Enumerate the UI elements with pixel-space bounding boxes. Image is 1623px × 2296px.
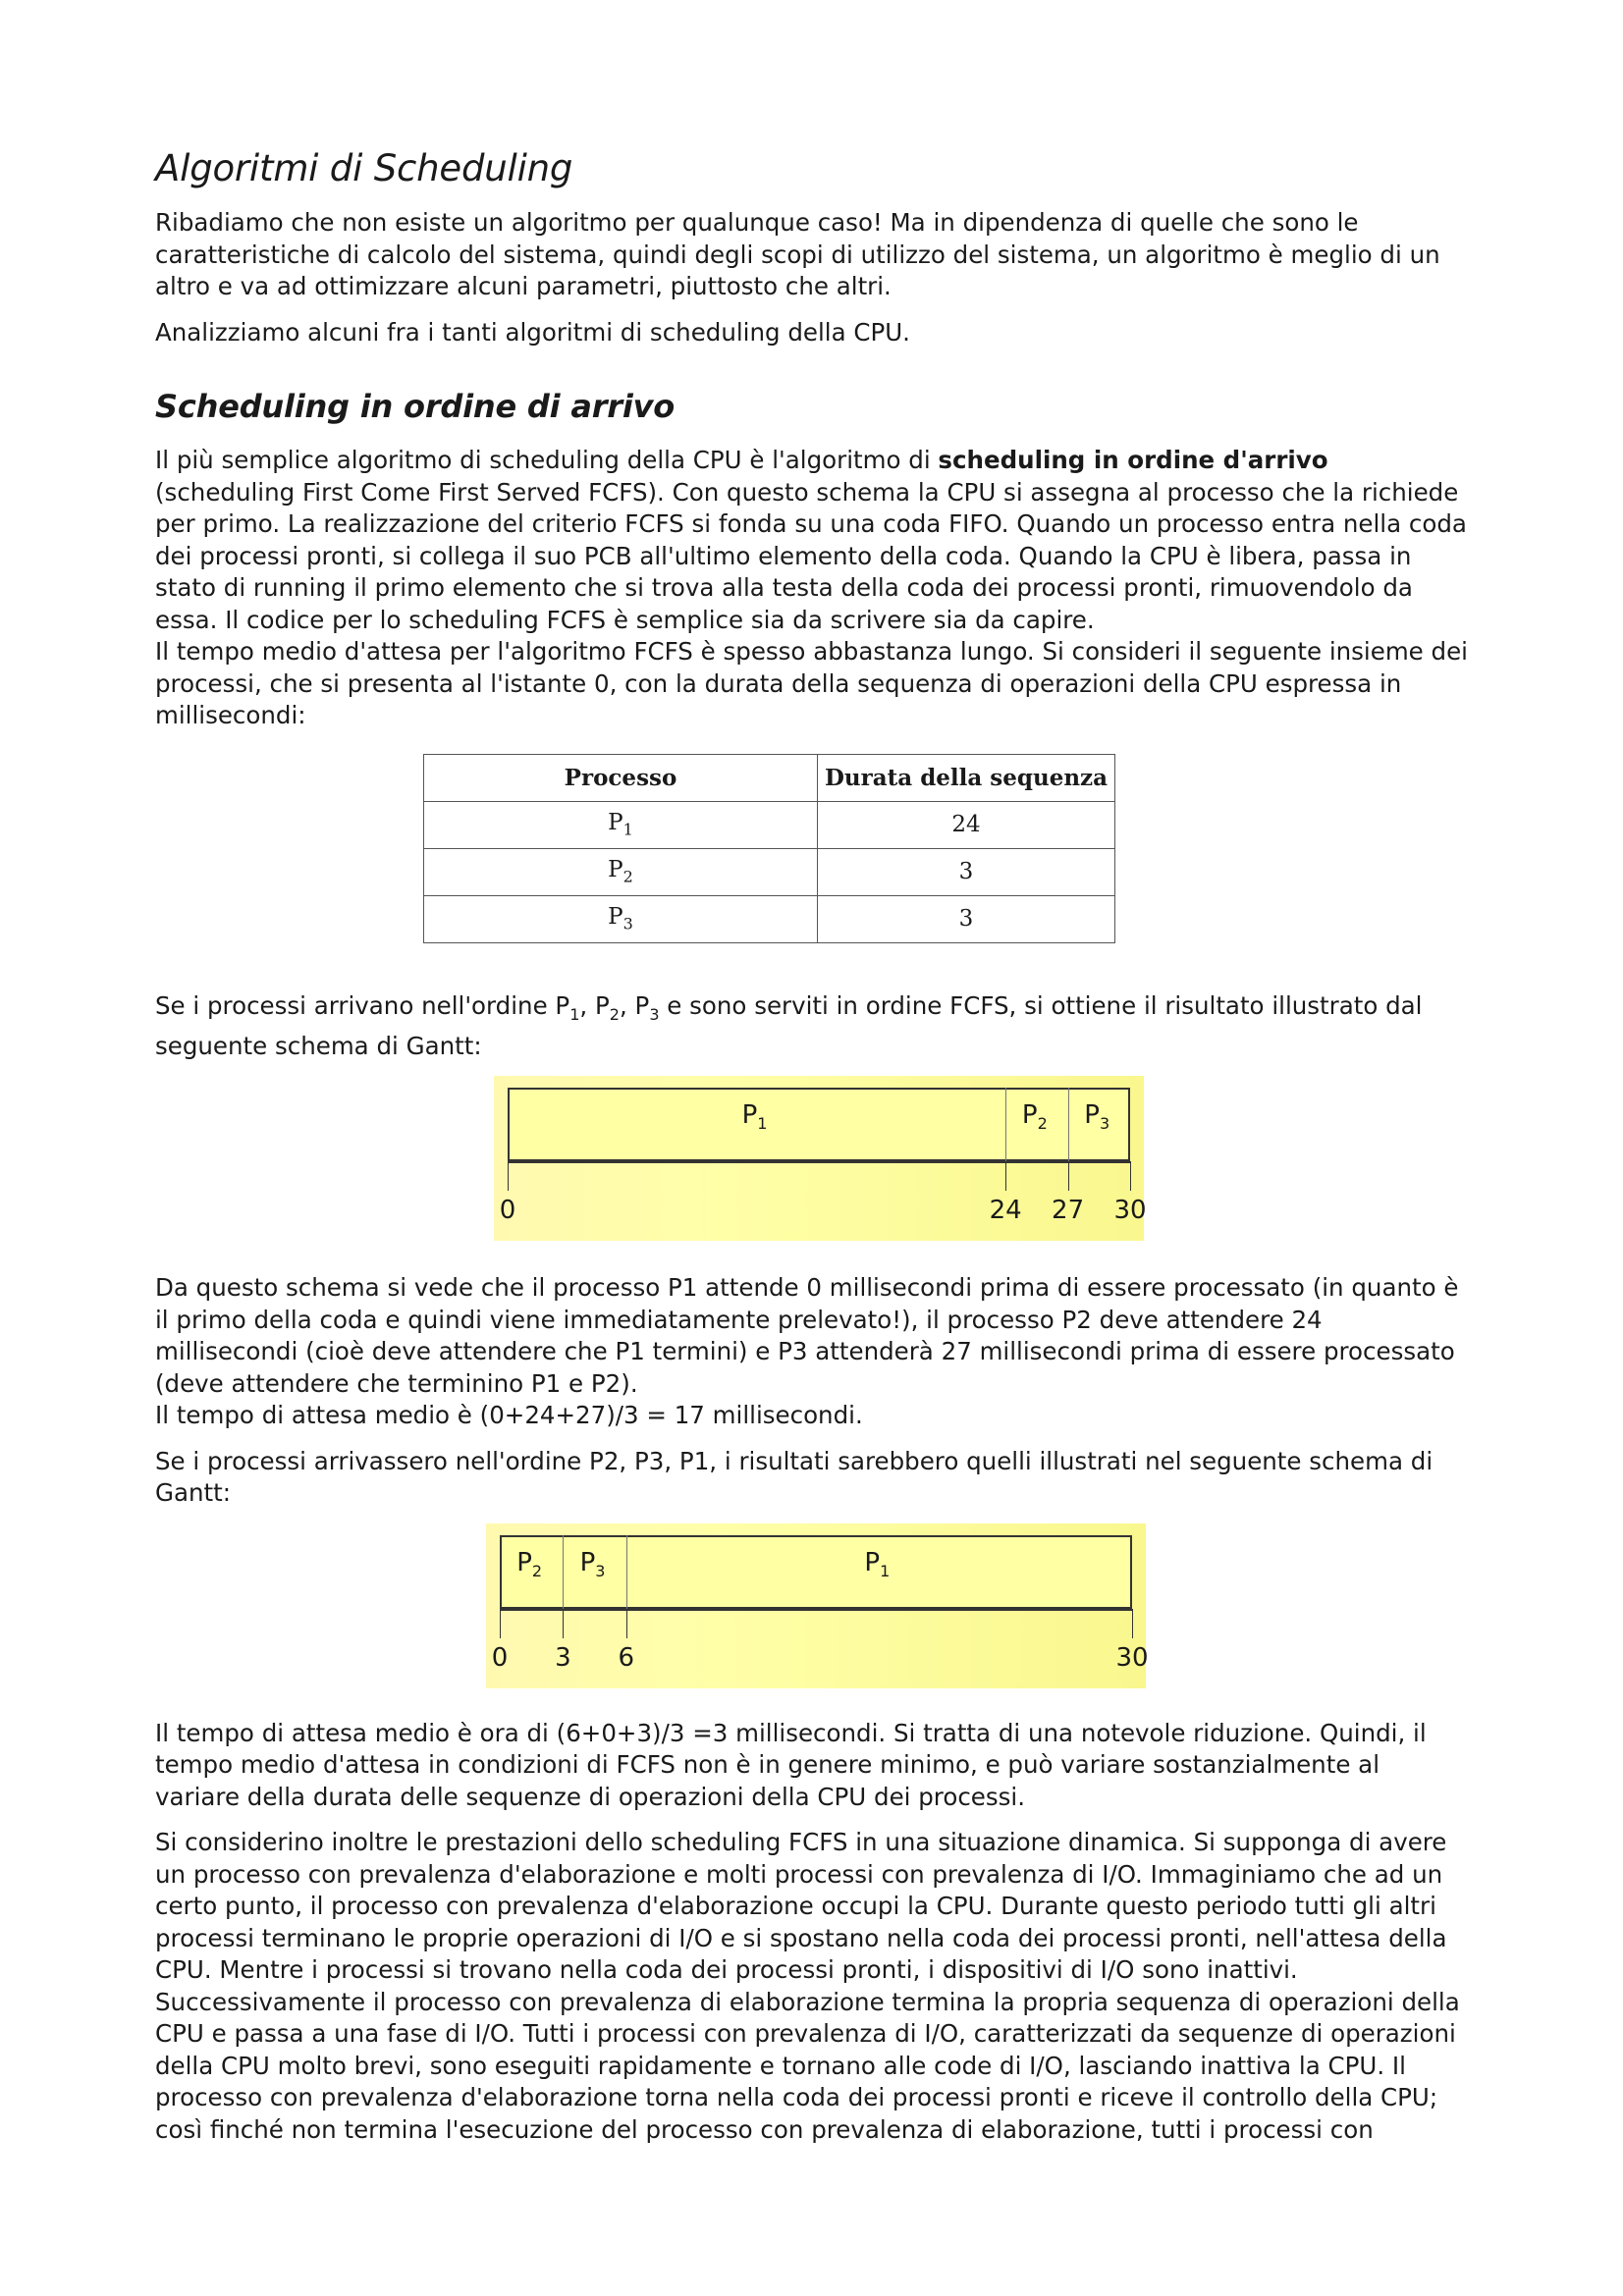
gantt-chart-2-wrap bbox=[155, 1523, 1471, 1690]
gantt-tick bbox=[508, 1161, 509, 1191]
gantt-segment-label: $P_3$ bbox=[1084, 1100, 1110, 1134]
gantt-axis bbox=[500, 1609, 1132, 1611]
gantt-segment-label: $P_2$ bbox=[1021, 1100, 1048, 1134]
table-row bbox=[424, 895, 1115, 942]
gantt-tick-label: 3 bbox=[555, 1642, 571, 1673]
fcfs-paragraph: Il più semplice algoritmo di scheduling della CPU è l'algoritmo di scheduling in ordine d'arrivo (scheduling First Come First Served FCFS). Con questo schema la CPU si assegna al processo che la richiede per primo. La realizzazione del criterio FCFS si fonda su una coda FIFO. Quando un processo entra nella coda dei processi pronti, si collega il suo PCB all'ultimo elemento della coda. Quando la CPU è libera, passa in stato di running il primo elemento che si trova alla testa della coda dei processi pronti, rimuovendolo da essa. Il codice per lo scheduling FCFS è semplice sia da scrivere sia da capire. bbox=[155, 446, 1467, 634]
table-cell: $P_1$ bbox=[424, 801, 818, 848]
table-cell: $P_3$ bbox=[424, 895, 818, 942]
gantt-tick bbox=[500, 1609, 501, 1638]
fcfs-paragraph-2: Il tempo medio d'attesa per l'algoritmo FCFS è spesso abbastanza lungo. Si consideri il seguente insieme dei processi, che si presenta al l'istante 0, con la durata della sequenza di operazioni della CPU espressa in millisecondi: bbox=[155, 637, 1468, 729]
gantt-tick bbox=[1068, 1161, 1069, 1191]
gantt-tick-label: 30 bbox=[1113, 1196, 1147, 1226]
gantt-tick-label: 24 bbox=[989, 1196, 1022, 1226]
table-header-row bbox=[424, 754, 1115, 801]
gantt-tick-label: 0 bbox=[499, 1196, 516, 1226]
gantt-axis bbox=[508, 1161, 1130, 1163]
dynamic-paragraph: Si considerino inoltre le prestazioni dello scheduling FCFS in una situazione dinamica. Si supponga di avere un processo con prevalenza d'elaborazione e molti processi con prevalenza di I/O. Immaginiamo che ad un certo punto, il processo con prevalenza d'elaborazione occupi la CPU. Durante questo periodo tutti gli altri processi terminano le proprie operazioni di I/O e si spostano nella coda dei processi pronti, nell'attesa della CPU. Mentre i processi si trovano nella coda dei processi pronti, i dispositivi di I/O sono inattivi. Successivamente il processo con prevalenza di elaborazione termina la propria sequenza di operazioni della CPU e passa a una fase di I/O. Tutti i processi con prevalenza di I/O, caratterizzati da sequenze di operazioni della CPU molto brevi, sono eseguiti rapidamente e tornano alle code di I/O, lasciando inattiva la CPU. Il processo con prevalenza d'elaborazione torna nella coda dei processi pronti e riceve il controllo della CPU; così finché non termina l'esecuzione del processo con prevalenza di elaborazione, tutti i processi con bbox=[155, 1828, 1460, 2144]
gantt-tick-label: 6 bbox=[618, 1642, 635, 1673]
gantt-segment-label: $P_3$ bbox=[579, 1547, 606, 1581]
gantt-tick bbox=[626, 1609, 627, 1638]
process-table bbox=[423, 754, 1115, 943]
gantt-tick bbox=[563, 1609, 564, 1638]
gantt2-intro: Se i processi arrivassero nell'ordine P2, P3, P1, i risultati sarebbero quelli illustrati nel seguente schema di Gantt: bbox=[155, 1446, 1434, 1508]
gantt1-intro: Se i processi arrivano nell'ordine $P_1$, $P_2$, $P_3$ e sono serviti in ordine FCFS, si ottiene il risultato illustrato dal seguente schema di Gantt: bbox=[155, 990, 1423, 1060]
average-wait-line: Il tempo di attesa medio è (0+24+27)/3 = 17 millisecondi. bbox=[155, 1401, 863, 1430]
gantt-tick-label: 0 bbox=[491, 1642, 509, 1673]
analysis-paragraph: Da questo schema si vede che il processo P1 attende 0 millisecondi prima di essere processato (in quanto è il primo della coda e quindi viene immediatamente prelevato!), il processo P2 deve attendere 24 millisecondi (cioè deve attendere che P1 termini) e P3 attenderà 27 millisecondi prima di essere processato (deve attendere che terminino P1 e P2). bbox=[155, 1273, 1459, 1398]
gantt-tick bbox=[1130, 1161, 1131, 1191]
table-row bbox=[424, 848, 1115, 895]
table-cell: 3 bbox=[818, 895, 1115, 942]
table-row bbox=[424, 801, 1115, 848]
gantt-chart-1 bbox=[494, 1076, 1147, 1241]
section-title: Scheduling in ordine di arrivo bbox=[155, 388, 676, 425]
table-header: Processo bbox=[424, 754, 818, 801]
gantt-tick bbox=[1005, 1161, 1006, 1191]
conclusion-paragraph: Il tempo di attesa medio è ora di (6+0+3)/3 =3 millisecondi. Si tratta di una notevole riduzione. Quindi, il tempo medio d'attesa in condizioni di FCFS non è in genere minimo, e può variare sostanzialmente al variare della durata delle sequenze di operazioni della CPU dei processi. bbox=[155, 1718, 1427, 1811]
gantt-tick-label: 27 bbox=[1052, 1196, 1085, 1226]
page-title: Algoritmi di Scheduling bbox=[155, 147, 573, 189]
gantt-divider bbox=[1005, 1088, 1006, 1161]
gantt-divider bbox=[626, 1535, 627, 1609]
gantt-divider bbox=[1068, 1088, 1069, 1161]
gantt-tick bbox=[1132, 1609, 1133, 1638]
gantt-tick-label: 30 bbox=[1115, 1642, 1149, 1673]
intro-paragraph: Analizziamo alcuni fra i tanti algoritmi di scheduling della CPU. bbox=[155, 317, 910, 347]
fcfs-term: scheduling in ordine d'arrivo bbox=[938, 446, 1328, 474]
gantt-divider bbox=[563, 1535, 564, 1609]
gantt-segment-label: $P_1$ bbox=[864, 1547, 891, 1581]
table-cell: $P_2$ bbox=[424, 848, 818, 895]
table-cell: 24 bbox=[818, 801, 1115, 848]
gantt-chart-2 bbox=[486, 1523, 1149, 1688]
gantt-segment-label: $P_2$ bbox=[516, 1547, 543, 1581]
gantt-segment-label: $P_1$ bbox=[741, 1100, 768, 1134]
table-cell: 3 bbox=[818, 848, 1115, 895]
page-content bbox=[155, 147, 1471, 2160]
intro-paragraph: Ribadiamo che non esiste un algoritmo per qualunque caso! Ma in dipendenza di quelle che sono le caratteristiche di calcolo del sistema, quindi degli scopi di utilizzo del sistema, un algoritmo è meglio di un altro e va ad ottimizzare alcuni parametri, piuttosto che altri. bbox=[155, 208, 1440, 300]
table-header: Durata della sequenza bbox=[818, 754, 1115, 801]
gantt-chart-1-wrap bbox=[155, 1076, 1471, 1243]
